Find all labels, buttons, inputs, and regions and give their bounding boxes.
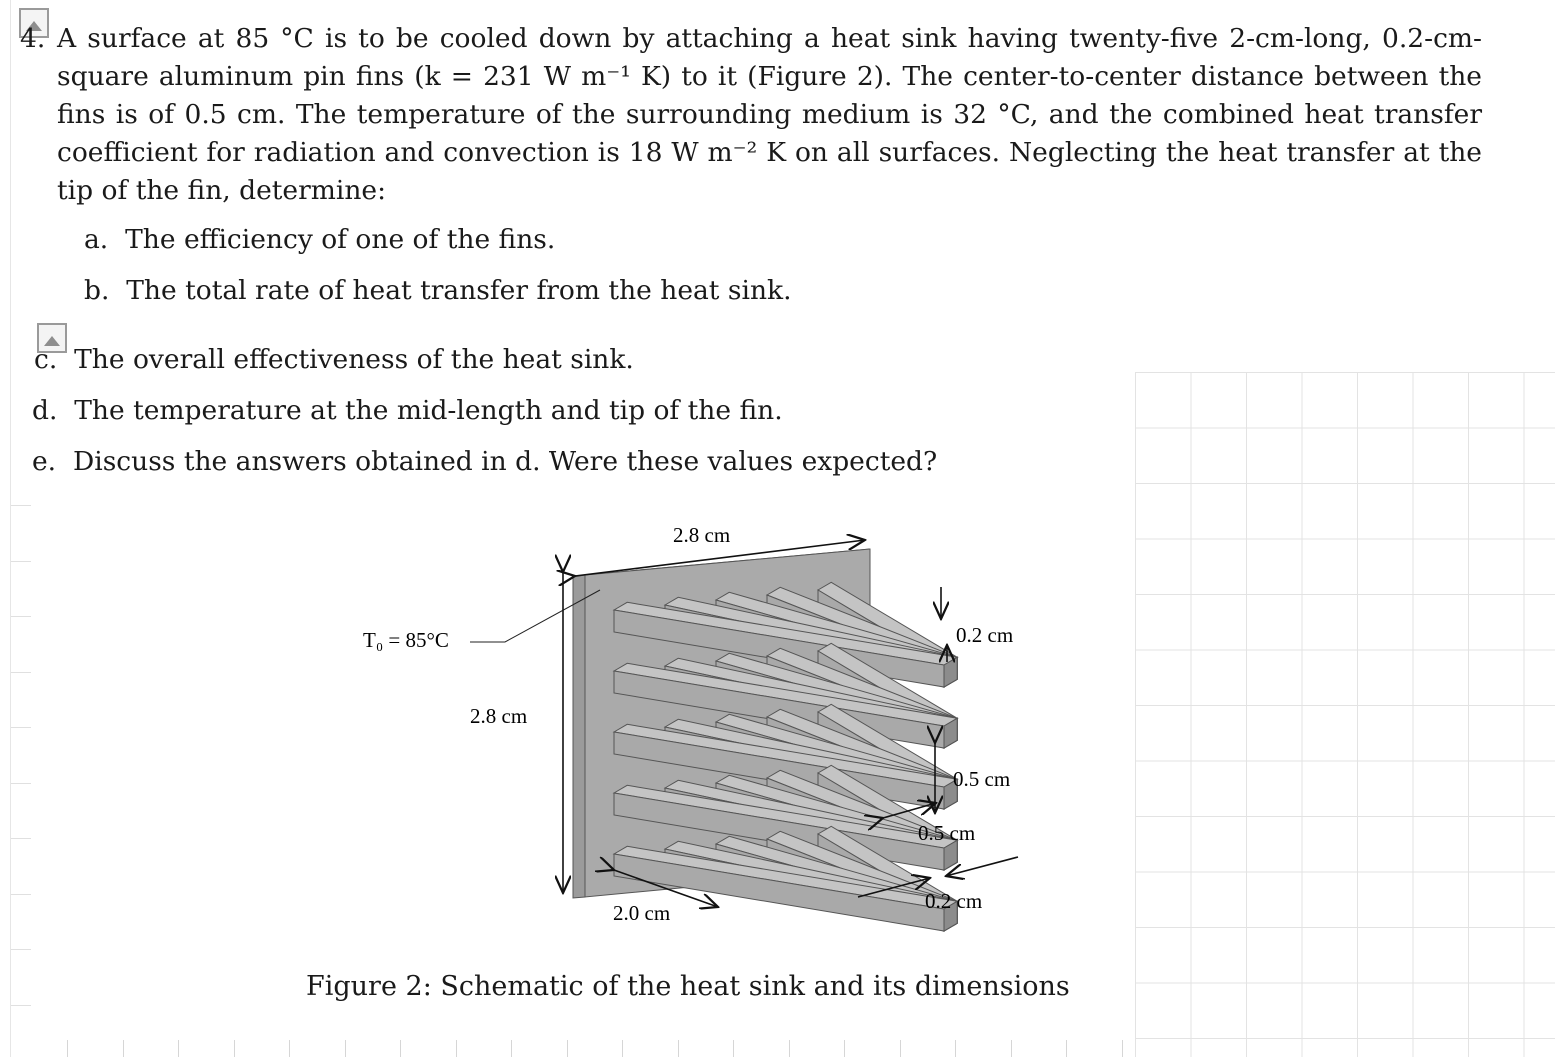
item-text: The overall effectiveness of the heat sink. — [74, 344, 634, 375]
list-item — [84, 221, 555, 259]
bottom-tick — [123, 1040, 124, 1057]
figure-caption: Figure 2: Schematic of the heat sink and its dimensions — [306, 971, 1070, 1002]
bottom-tick — [1122, 1040, 1123, 1057]
fin-array — [614, 582, 957, 931]
item-text: The total rate of heat transfer from the heat sink. — [126, 275, 792, 306]
bottom-tick — [789, 1040, 790, 1057]
margin-tick — [11, 838, 31, 839]
margin-tick — [11, 561, 31, 562]
margin-tick — [11, 894, 31, 895]
margin-tick — [11, 949, 31, 950]
item-label: c. — [34, 344, 58, 375]
list-item — [32, 392, 783, 430]
margin-tick — [11, 727, 31, 728]
item-text: The efficiency of one of the fins. — [125, 224, 556, 255]
height-label: 2.8 cm — [470, 704, 528, 728]
bottom-tick — [234, 1040, 235, 1057]
bottom-tick — [456, 1040, 457, 1057]
vertical-spacing-label: 0.5 cm — [953, 767, 1011, 791]
bottom-tick — [345, 1040, 346, 1057]
bottom-tick — [900, 1040, 901, 1057]
bottom-tick — [511, 1040, 512, 1057]
item-label: b. — [84, 275, 110, 306]
fin-side-bottom-label: 0.2 cm — [925, 889, 983, 913]
margin-tick — [11, 505, 31, 506]
item-label: d. — [32, 395, 58, 426]
fin-side-top-label: 0.2 cm — [956, 623, 1014, 647]
heat-sink-figure — [300, 500, 1120, 950]
bottom-tick — [567, 1040, 568, 1057]
list-item — [34, 341, 634, 379]
bottom-tick — [1011, 1040, 1012, 1057]
list-item — [32, 443, 937, 481]
item-label: a. — [84, 224, 109, 255]
bottom-tick — [733, 1040, 734, 1057]
margin-tick — [11, 616, 31, 617]
margin-tick — [11, 672, 31, 673]
base-temperature-label: T₀ = 85°C — [363, 628, 449, 652]
margin-tick — [11, 783, 31, 784]
bottom-tick — [622, 1040, 623, 1057]
bottom-tick — [67, 1040, 68, 1057]
left-margin-rule — [10, 0, 11, 1057]
bottom-tick — [400, 1040, 401, 1057]
item-label: e. — [32, 446, 57, 477]
problem-number: 4. — [20, 23, 46, 54]
bottom-tick — [178, 1040, 179, 1057]
item-text: Discuss the answers obtained in d. Were these values expected? — [72, 446, 938, 477]
bottom-tick — [955, 1040, 956, 1057]
bottom-tick — [678, 1040, 679, 1057]
bottom-tick — [1066, 1040, 1067, 1057]
horizontal-spacing-label: 0.5 cm — [918, 821, 976, 845]
margin-tick — [11, 1005, 31, 1006]
item-text: The temperature at the mid-length and tip of the fin. — [74, 395, 783, 426]
bottom-tick — [844, 1040, 845, 1057]
base-plate-side — [573, 575, 585, 898]
width-label: 2.8 cm — [673, 523, 731, 547]
background-grid — [1135, 372, 1555, 1057]
problem-statement: A surface at 85 °C is to be cooled down by attaching a heat sink having twenty-five 2-cm-long, 0.2-cm-square aluminum pin fins (k = 231 W m⁻¹ K) to it (Figure 2). The center-to-center distance between the fins is of 0.5 cm. The temperature of the surrounding medium is 32 °C, and the combined heat transfer coefficient for radiation and convection is 18 W m⁻² K on all surfaces. Neglecting the heat transfer at the tip of the fin, determine: — [57, 23, 1482, 206]
fin-length-label: 2.0 cm — [613, 901, 671, 925]
bottom-tick — [289, 1040, 290, 1057]
list-item — [84, 272, 792, 310]
